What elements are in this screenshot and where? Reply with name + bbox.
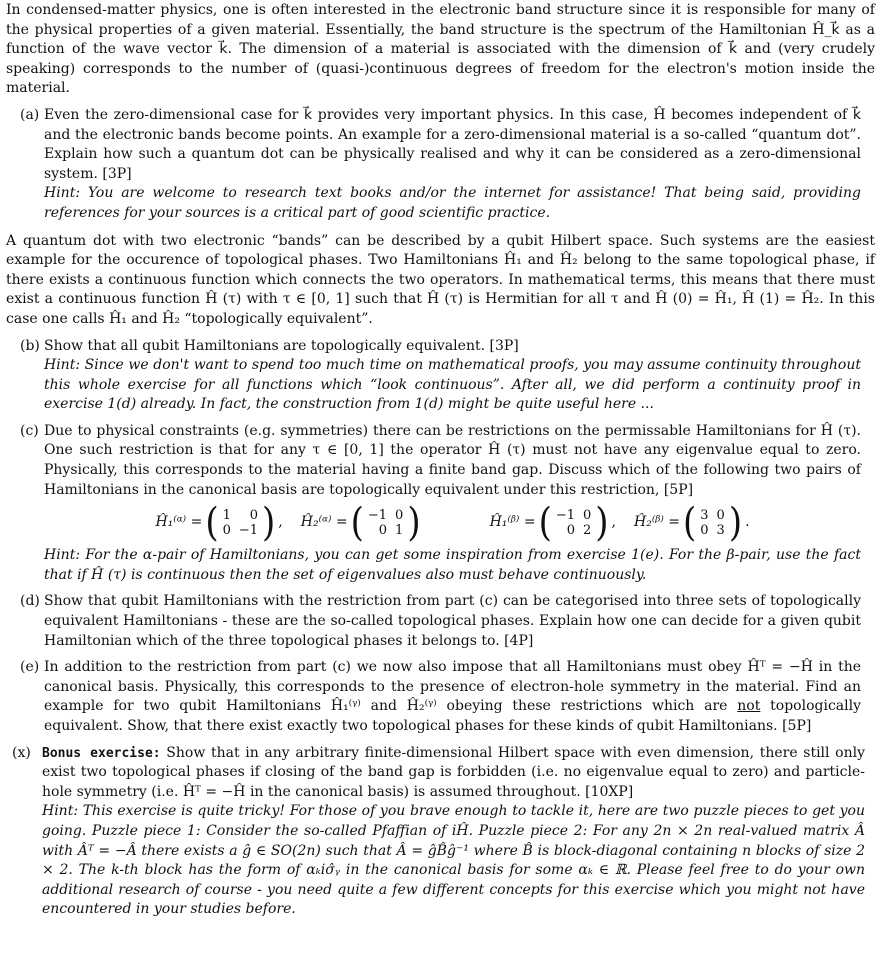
eq-h1-alpha-label: Ĥ₁⁽ᵅ⁾ = [155, 514, 203, 531]
part-x-label: (x) [12, 744, 31, 761]
matrix-cell: 0 [700, 523, 709, 539]
part-a [6, 106, 875, 224]
part-a-text: Even the zero-dimensional case for k⃗ provides very important physics. In this case, Ĥ becomes independent of k⃗ and the electronic bands become points. An example for a zero-dimensional material is a so-called “quantum dot”. Explain how such a quantum dot can be physically realised and why it can be considered as a zero-dimensional system. [3P] [44, 106, 861, 182]
matrix-h2-alpha: ( −1 0 0 1 ) [350, 500, 421, 547]
part-b-label: (b) [20, 337, 40, 354]
matrix-cell: −1 [555, 508, 575, 524]
bonus-title: Bonus exercise: [42, 745, 161, 761]
exercise-sheet [0, 1, 881, 977]
matrix-cell: −1 [238, 523, 259, 539]
matrix-cell: 3 [716, 523, 725, 539]
part-c-label: (c) [20, 422, 39, 439]
hamiltonian-equations [44, 500, 861, 547]
part-d [6, 592, 875, 651]
matrix-cell: −1 [367, 508, 388, 524]
matrix-cell: 2 [583, 523, 592, 539]
matrix-cell: 0 [566, 523, 575, 539]
part-c [6, 422, 875, 586]
part-b-hint: Hint: Since we don't want to spend too much time on mathematical proofs, you may assume continuity throughout this whole exercise for all functions which “look continuous”. After all, we did perform a continuity proof in exercise 1(d) already. In fact, the construction from 1(d) might be quite useful here ... [44, 357, 861, 413]
matrix-h1-beta: ( −1 0 0 2 ) [538, 500, 609, 547]
part-x-text [42, 744, 865, 803]
matrix-cell: 3 [700, 508, 709, 524]
part-e-label: (e) [20, 659, 40, 676]
part-a-hint: Hint: You are welcome to research text books and/or the internet for assistance! That being said, providing references for your sources is a critical part of good scientific practice. [44, 185, 861, 221]
matrix-cell: 0 [395, 508, 404, 524]
eq-h2-alpha-label: Ĥ₂⁽ᵅ⁾ = [300, 514, 348, 531]
part-c-text: Due to physical constraints (e.g. symmetries) there can be restrictions on the permissable Hamiltonians for Ĥ (τ). One such restriction is that for any τ ∈ [0, 1] the operator Ĥ (τ) must not have any eigenvalue equal to zero. Physically, this corresponds to the material having a finite band gap. Discuss which of the following two pairs of Hamiltonians in the canonical basis are topologically equivalent under this restriction, [5P] [44, 422, 861, 498]
part-a-label: (a) [20, 106, 40, 123]
matrix-h2-beta: ( 3 0 0 3 ) [682, 500, 743, 547]
eq-h2-beta: Ĥ₂⁽ᵝ⁾ = ( 3 0 0 3 ) . [634, 500, 750, 547]
part-b [6, 337, 875, 415]
matrix-cell: 0 [716, 508, 725, 524]
eq-h1-beta-label: Ĥ₁⁽ᵝ⁾ = [489, 514, 536, 531]
part-x-hint: Hint: This exercise is quite tricky! For those of you brave enough to tackle it, here are two puzzle pieces to get you going. Puzzle piece 1: Consider the so-called Pfaffian of iĤ. Puzzle piece 2: For any 2n × 2n real-valued matrix Â with Âᵀ = −Â there exists a ĝ ∈ SO(2n) such that Â = ĝB̂ĝ⁻¹ where B̂ is block-diagonal containing n blocks of size 2 × 2. The k-th block has the form of αₖiσ̂ᵧ in the canonical basis for some αₖ ∈ ℝ. Please feel free to do your own additional research of course - you need quite a few different concepts for this exercise which you might not have encountered in your studies before. [42, 803, 865, 918]
part-x-body: Show that in any arbitrary finite-dimensional Hilbert space with even dimension, there still only exist two topological phases if closing of the band gap is forbidden (i.e. no eigenvalue equal to zero) and particle-hole symmetry (i.e. Ĥᵀ = −Ĥ in the canonical basis) is assumed throughout. [10XP] [42, 744, 866, 800]
part-b-text: Show that all qubit Hamiltonians are topologically equivalent. [3P] [44, 337, 519, 354]
part-x [6, 744, 875, 920]
matrix-cell: 0 [378, 523, 388, 539]
part-c-hint: Hint: For the α-pair of Hamiltonians, you can get some inspiration from exercise 1(e). For the β-pair, use the fact that if Ĥ (τ) is continuous then the set of eigenvalues also must behave continuously. [44, 547, 861, 583]
matrix-h1-alpha: ( 1 0 0 −1 ) [205, 500, 276, 547]
eq-h1-beta: Ĥ₁⁽ᵝ⁾ = ( −1 0 0 2 ) , [489, 500, 616, 547]
part-e-text-1: In addition to the restriction from part (c) we now also impose that all Hamiltonians must obey Ĥᵀ = −Ĥ in the canonical basis. Physically, this corresponds to the presence of electron-hole symmetry in the material. Find an example for two qubit Hamiltonians Ĥ₁⁽ᵞ⁾ and Ĥ₂⁽ᵞ⁾ obeying these restrictions which are [44, 659, 861, 715]
eq-h1-alpha: Ĥ₁⁽ᵅ⁾ = ( 1 0 0 −1 ) , [155, 500, 283, 547]
part-e-text [44, 658, 861, 736]
part-e-not: not [737, 698, 761, 715]
matrix-cell: 0 [222, 523, 231, 539]
matrix-cell: 1 [395, 523, 404, 539]
part-d-label: (d) [20, 593, 40, 610]
matrix-cell: 0 [583, 508, 592, 524]
matrix-cell: 0 [249, 508, 259, 524]
eq-h2-beta-label: Ĥ₂⁽ᵝ⁾ = [634, 514, 680, 531]
intro-paragraph: In condensed-matter physics, one is often interested in the electronic band structure since it is responsible for many of the physical properties of a given material. Essentially, the band structure is the spectrum of the Hamiltonian Ĥ_k⃗ as a function of the wave vector k⃗. The dimension of a material is associated with the dimension of k⃗ and (very crudely speaking) corresponds to the number of (quasi-)continuous degrees of freedom for the electron's motion inside the material. [6, 2, 875, 97]
eq-h2-alpha [300, 500, 424, 547]
part-d-text: Show that qubit Hamiltonians with the restriction from part (c) can be categorised into three sets of topologically equivalent Hamiltonians - these are the so-called topological phases. Explain how one can decide for a given qubit Hamiltonian which of the three topological phases it belongs to. [4P] [44, 593, 861, 649]
matrix-cell: 1 [222, 508, 231, 524]
part-e-text-2: topologically equivalent. Show, that there exist exactly two topological phases for these kinds of qubit Hamiltonians. [5P] [44, 698, 861, 734]
topology-paragraph: A quantum dot with two electronic “bands” can be described by a qubit Hilbert space. Such systems are the easiest example for the occurence of topological phases. Two Hamiltonians Ĥ₁ and Ĥ₂ belong to the same topological phase, if there exists a continuous function which connects the two operators. In mathematical terms, this means that there must exist a continuous function Ĥ (τ) with τ ∈ [0, 1] such that Ĥ (τ) is Hermitian for all τ and Ĥ (0) = Ĥ₁, Ĥ (1) = Ĥ₂. In this case one calls Ĥ₁ and Ĥ₂ “topologically equivalent”. [6, 232, 875, 327]
part-e [6, 658, 875, 736]
